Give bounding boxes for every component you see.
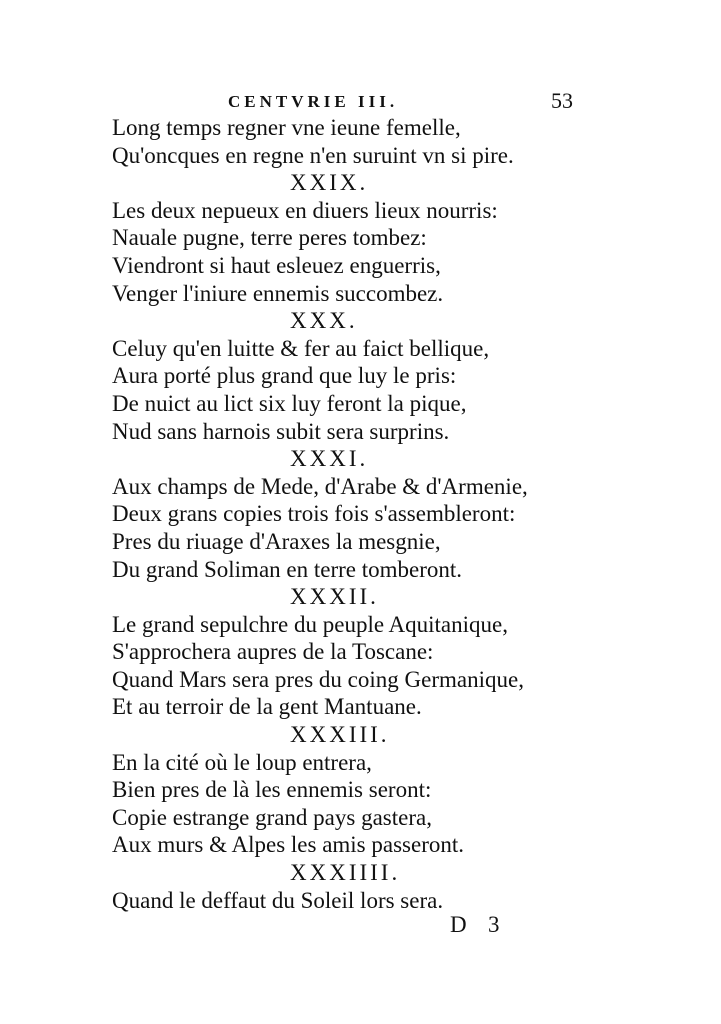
signature-mark (450, 912, 500, 938)
verse-text-block (112, 114, 612, 914)
verse-line: Celuy qu'en luitte & fer au faict bellique, (112, 335, 490, 361)
quatrain-number: XXIX. (290, 170, 369, 196)
verse-line: Quand Mars sera pres du coing Germanique, (112, 666, 524, 692)
quatrain-number: XXXIIII. (290, 860, 401, 886)
verse-line: Viendront si haut esleuez enguerris, (112, 252, 441, 278)
verse-line: En la cité où le loup entrera, (112, 749, 372, 775)
verse-line: S'approchera aupres de la Toscane: (112, 639, 434, 665)
verse-line: Quand le deffaut du Soleil lors sera. (112, 887, 444, 913)
verse-line: Long temps regner vne ieune femelle, (112, 115, 461, 140)
verse-line: Bien pres de là les ennemis seront: (112, 777, 432, 803)
verse-line: Nud sans harnois subit sera surprins. (112, 418, 450, 444)
verse-line: Pres du riuage d'Araxes la mesgnie, (112, 528, 441, 554)
quatrain-number: XXXI. (290, 446, 369, 472)
verse-line: Copie estrange grand pays gastera, (112, 804, 432, 830)
verse-line: Aux murs & Alpes les amis passeront. (112, 832, 464, 858)
quatrain-number: XXXIII. (290, 722, 390, 748)
verse-line: Aura porté plus grand que luy le pris: (112, 363, 457, 389)
page-number: 53 (551, 88, 573, 113)
quatrain-number: XXXII. (290, 584, 379, 610)
verse-line: Du grand Soliman en terre tomberont. (112, 556, 463, 582)
verse-line: Venger l'iniure ennemis succombez. (112, 280, 444, 306)
verse-line: Et au terroir de la gent Mantuane. (112, 694, 422, 720)
verse-line: Nauale pugne, terre peres tombez: (112, 225, 427, 251)
verse-line: Aux champs de Mede, d'Arabe & d'Armenie, (112, 473, 528, 499)
quatrain-number: XXX. (290, 308, 358, 334)
signature-number: 3 (488, 912, 500, 937)
verse-line: Deux grans copies trois fois s'assembleront: (112, 501, 516, 527)
verse-line: De nuict au lict six luy feront la pique, (112, 390, 467, 416)
signature-letter: D (450, 912, 467, 937)
verse-line: Qu'oncques en regne n'en suruint vn si pire. (112, 142, 514, 168)
verse-line: Les deux nepueux en diuers lieux nourris: (112, 197, 498, 223)
verse-line: Le grand sepulchre du peuple Aquitanique, (112, 611, 508, 637)
running-head-title: CENTVRIE III. (228, 92, 399, 111)
